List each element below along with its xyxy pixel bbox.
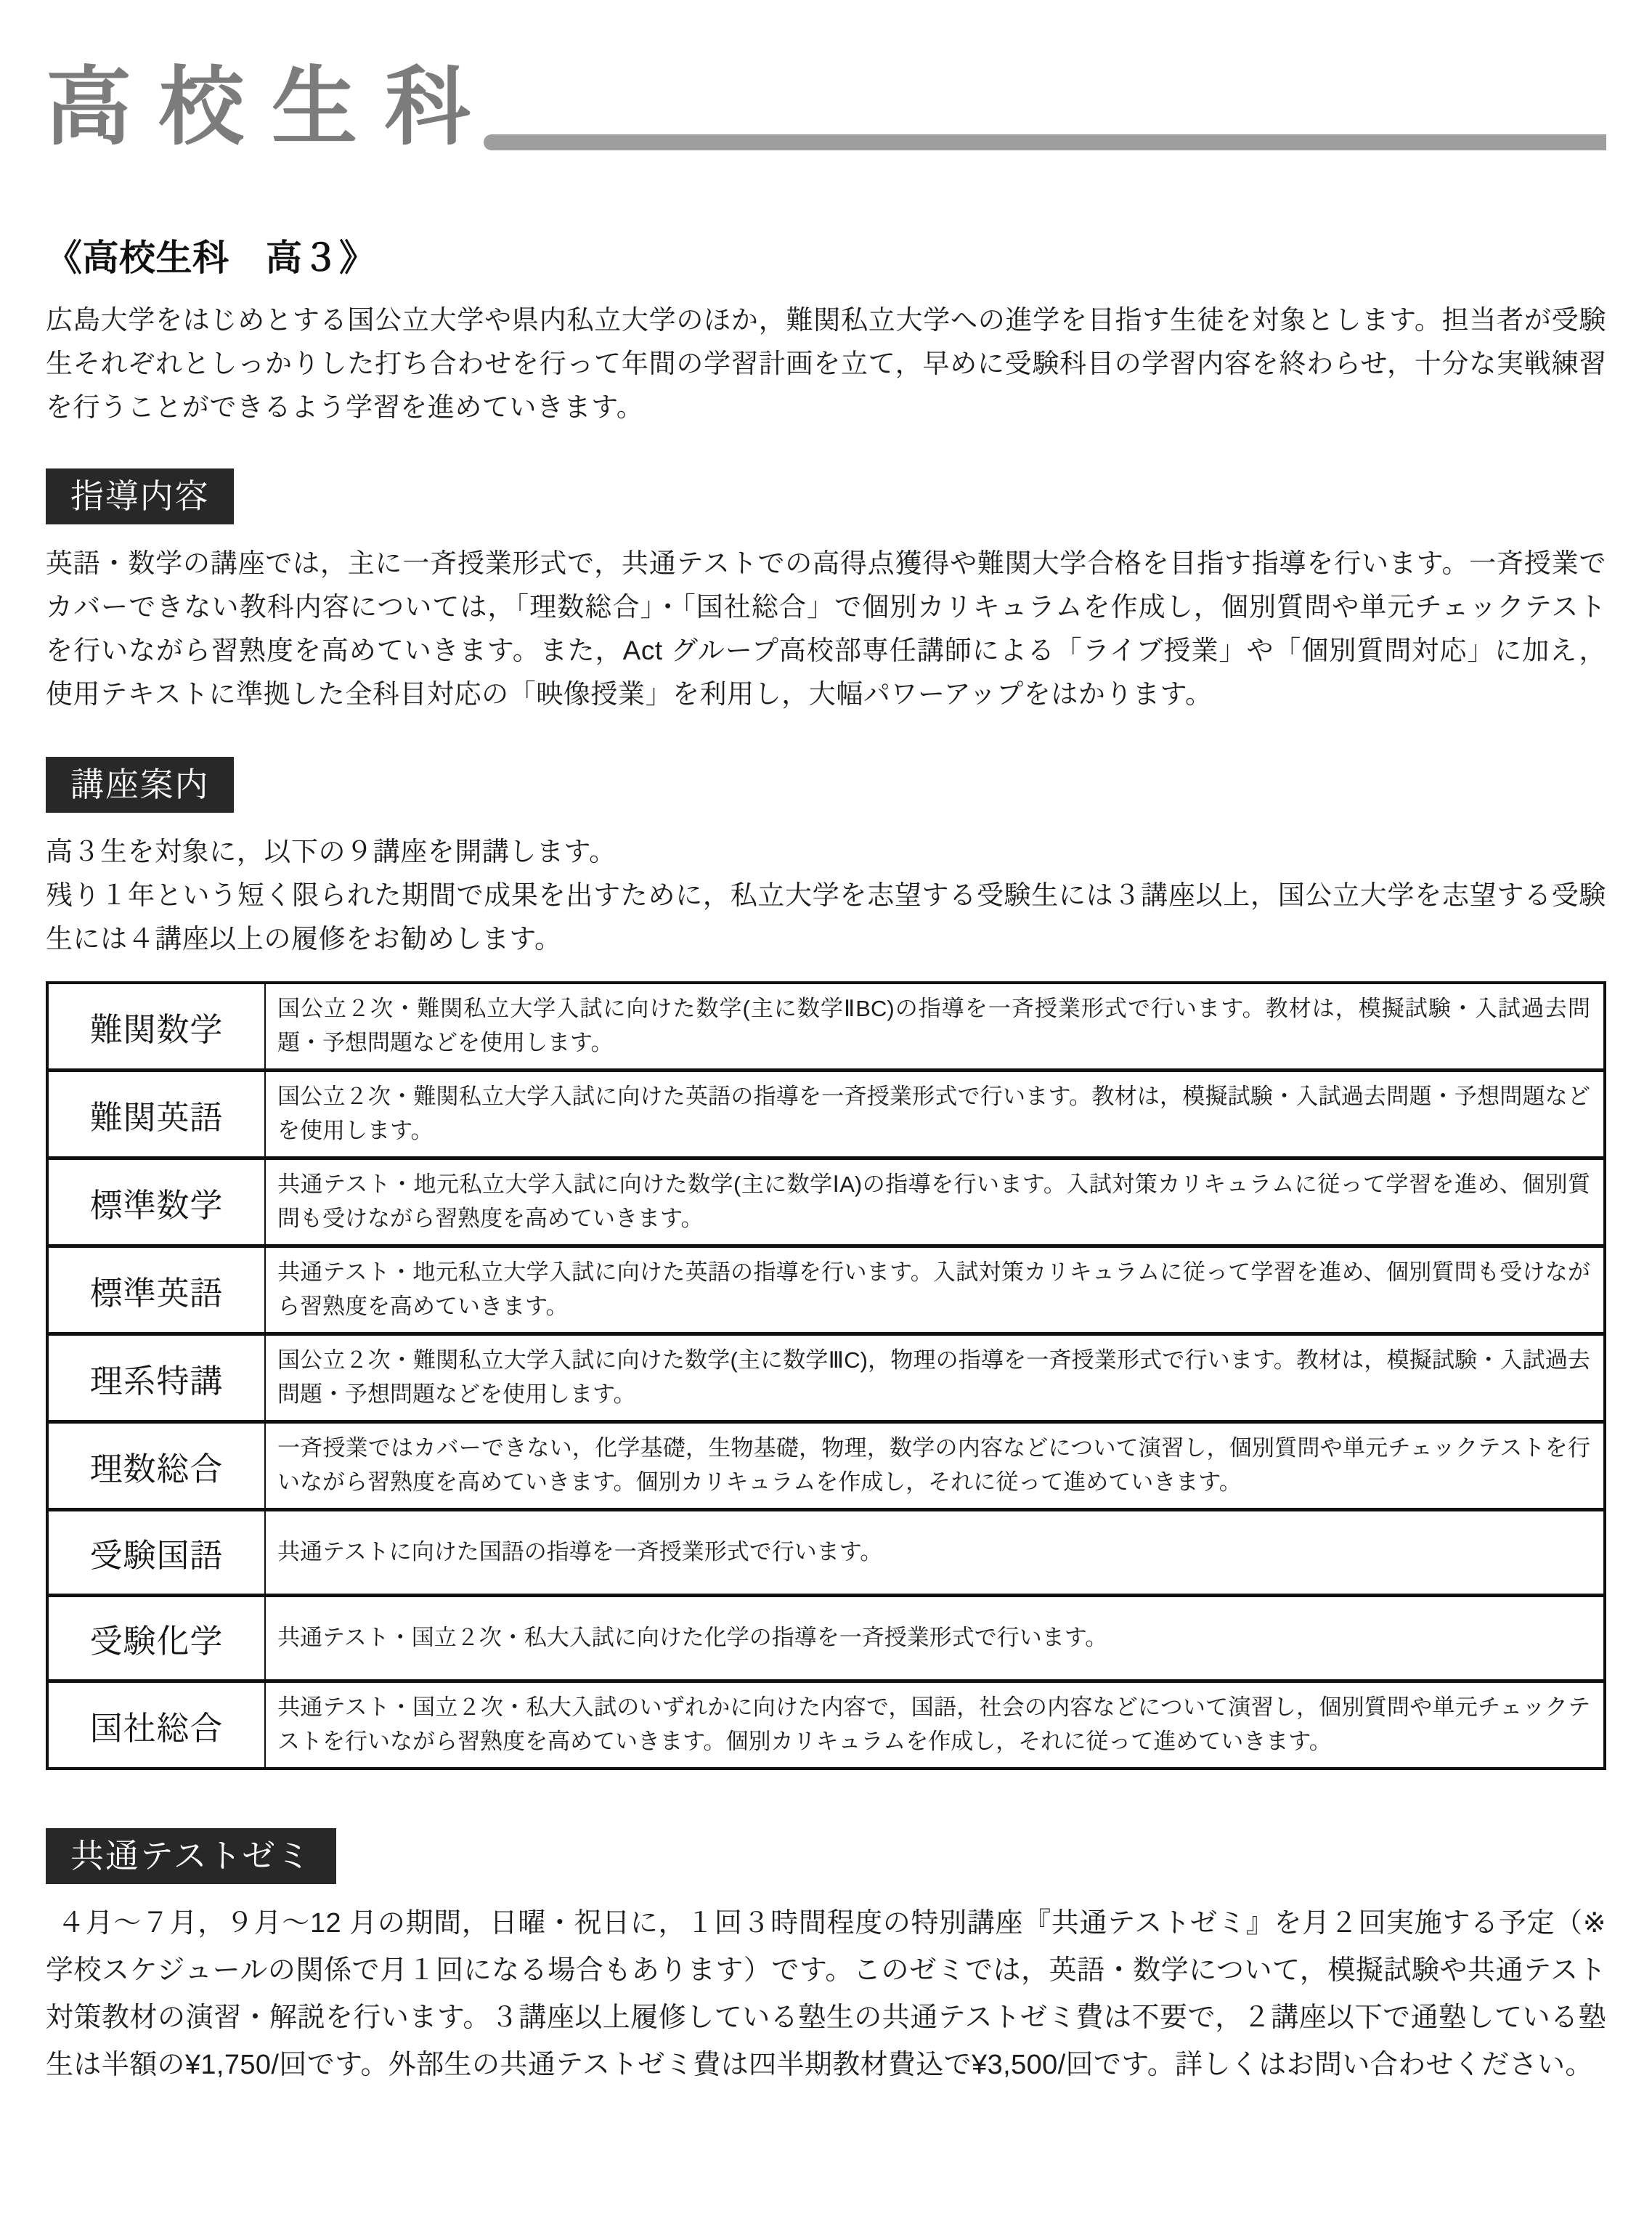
course-desc: 共通テストに向けた国語の指導を一斉授業形式で行います。 (265, 1510, 1605, 1596)
page-title: 高 校 生 科 (46, 60, 472, 156)
course-desc: 国公立２次・難関私立大学入試に向けた英語の指導を一斉授業形式で行います。教材は，模擬試験・入試過去問題・予想問題などを使用します。 (265, 1071, 1605, 1158)
course-name: 受験国語 (47, 1510, 265, 1596)
course-name: 国社総合 (47, 1681, 265, 1769)
course-desc: 共通テスト・国立２次・私大入試のいずれかに向けた内容で，国語，社会の内容などについて演習し，個別質問や単元チェックテストを行いながら習熟度を高めていきます。個別カリキュラムを作成し，それに従って進めていきます。 (265, 1681, 1605, 1769)
kouza-line2: 残り１年という短く限られた期間で成果を出すために，私立大学を志望する受験生には３講座以上，国公立大学を志望する受験生には４講座以上の履修をお勧めします。 (46, 880, 1606, 954)
table-row (47, 983, 1605, 1071)
page (0, 33, 1652, 2224)
label-kyoutsuu-test-zemi: 共通テストゼミ (46, 1828, 336, 1884)
course-name: 難関数学 (47, 983, 265, 1071)
title-underline-bar (484, 134, 1606, 150)
course-desc: 共通テスト・地元私立大学入試に向けた英語の指導を行います。入試対策カリキュラムに従って学習を進め、個別質問も受けながら習熟度を高めていきます。 (265, 1246, 1605, 1334)
zemi-paragraph: ４月～７月，９月～12 月の期間，日曜・祝日に，１回３時間程度の特別講座『共通テストゼミ』を月２回実施する予定（※学校スケジュールの関係で月１回になる場合もあります）です。このゼミでは，英語・数学について，模擬試験や共通テスト対策教材の演習・解説を行います。３講座以上履修している塾生の共通テストゼミ費は不要で，２講座以下で通塾している塾生は半額の¥1,750/回です。外部生の共通テストゼミ費は四半期教材費込で¥3,500/回です。詳しくはお問い合わせください。 (46, 1908, 1606, 2080)
course-desc: 国公立２次・難関私立大学入試に向けた数学(主に数学ⅢC)，物理の指導を一斉授業形式で行います。教材は，模擬試験・入試過去問題・予想問題などを使用します。 (265, 1334, 1605, 1422)
table-row (47, 1334, 1605, 1422)
table-row (47, 1422, 1605, 1510)
course-desc: 一斉授業ではカバーできない，化学基礎，生物基礎，物理，数学の内容などについて演習し，個別質問や単元チェックテストを行いながら習熟度を高めていきます。個別カリキュラムを作成し，それに従って進めていきます。 (265, 1422, 1605, 1510)
section-heading-koukou3: 《高校生科 高３》 (46, 238, 376, 278)
course-name: 理系特講 (47, 1334, 265, 1422)
course-desc: 共通テスト・地元私立大学入試に向けた数学(主に数学ⅠA)の指導を行います。入試対策カリキュラムに従って学習を進め、個別質問も受けながら習熟度を高めていきます。 (265, 1158, 1605, 1246)
course-table (46, 981, 1606, 1770)
course-name: 難関英語 (47, 1071, 265, 1158)
page-header (46, 33, 1606, 156)
kouza-line1: 高３生を対象に，以下の９講座を開講します。 (46, 837, 617, 867)
intro-paragraph: 広島大学をはじめとする国公立大学や県内私立大学のほか，難関私立大学への進学を目指す生徒を対象とします。担当者が受験生それぞれとしっかりした打ち合わせを行って年間の学習計画を立て，早めに受験科目の学習内容を終わらせ，十分な実戦練習を行うことができるよう学習を進めていきます。 (46, 305, 1606, 422)
table-row (47, 1071, 1605, 1158)
course-name: 受験化学 (47, 1596, 265, 1681)
course-name: 標準数学 (47, 1158, 265, 1246)
course-name: 理数総合 (47, 1422, 265, 1510)
table-row (47, 1596, 1605, 1681)
table-row (47, 1246, 1605, 1334)
course-desc: 国公立２次・難関私立大学入試に向けた数学(主に数学ⅡBC)の指導を一斉授業形式で行います。教材は，模擬試験・入試過去問題・予想問題などを使用します。 (277, 996, 1590, 1055)
course-desc: 共通テスト・国立２次・私大入試に向けた化学の指導を一斉授業形式で行います。 (265, 1596, 1605, 1681)
label-shidou-naiyou: 指導内容 (46, 468, 234, 524)
table-row (47, 1510, 1605, 1596)
shidou-paragraph: 英語・数学の講座では，主に一斉授業形式で，共通テストでの高得点獲得や難関大学合格を目指す指導を行います。一斉授業でカバーできない教科内容については，「理数総合」・「国社総合」で個別カリキュラムを作成し，個別質問や単元チェックテストを行いながら習熟度を高めていきます。また，Act グループ高校部専任講師による「ライブ授業」や「個別質問対応」に加え，使用テキストに準拠した全科目対応の「映像授業」を利用し，大幅パワーアップをはかります。 (46, 548, 1606, 709)
course-name: 標準英語 (47, 1246, 265, 1334)
label-kouza-annai: 講座案内 (46, 757, 234, 813)
table-row (47, 1681, 1605, 1769)
table-row (47, 1158, 1605, 1246)
